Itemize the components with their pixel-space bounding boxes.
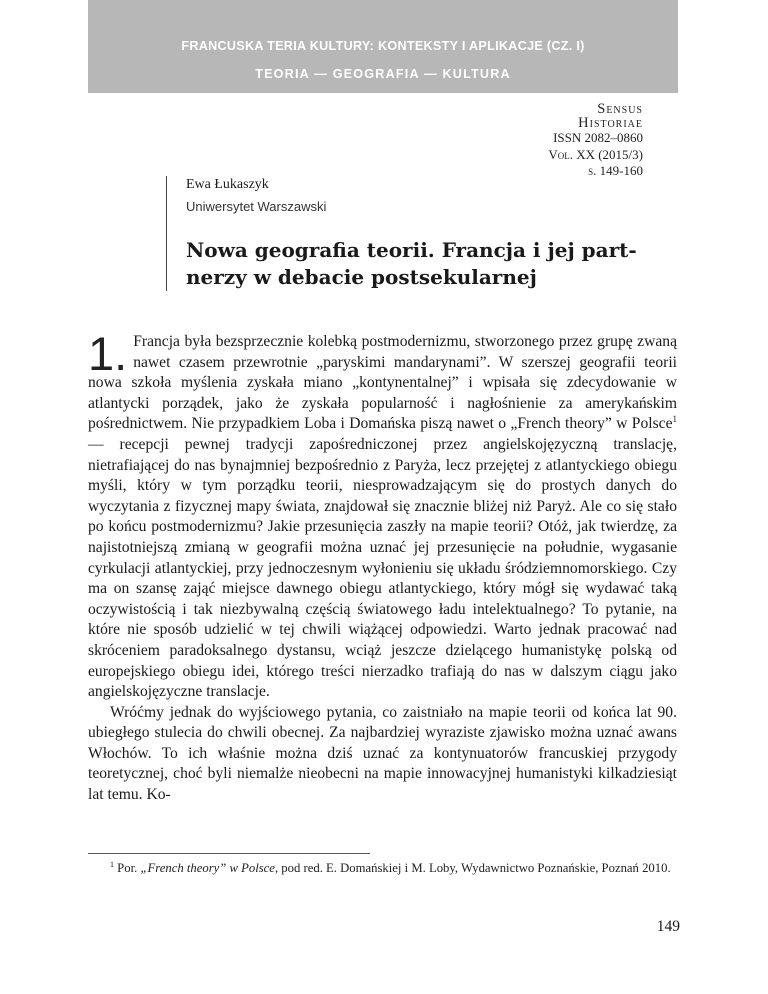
journal-info — [548, 102, 643, 180]
journal-name-line1: Sensus — [597, 101, 643, 117]
paragraph-1 — [88, 327, 677, 703]
author-name: Ewa Łukaszyk — [186, 177, 269, 192]
series-subtitle: TEORIA — GEOGRAFIA — KULTURA — [255, 67, 511, 81]
paragraph-1-part-1: Francja była bezsprzecznie kolebką postmodernizmu, stworzonego przez grupę zwaną nawet czasem przewrotnie „paryskimi mandarynami”. W szerszej geografii teorii nowa szkoła myślenia zyskała miano „kontynentalnej” i wpisała się zdecydowanie w atlantycki porządek, jako że zyskała popularność i nagłośnienie za amerykańskim pośrednictwem. Nie przypadkiem Loba i Domańska piszą nawet o „French theory” w Polsce — [88, 333, 677, 433]
paragraph-2: Wróćmy jednak do wyjściowego pytania, co zaistniało na mapie teorii od końca lat 90. ubiegłego stulecia do chwili obecnej. Za najbardziej wyraziste zjawisko można uznać awans Włochów. To ich właśnie można dziś uznać za kontynuatorów francuskiej przygody teoretycznej, choć byli niemalże nieobecni na mapie innowacyjnej humanistyki kilkadziesiąt lat temu. Ko- — [88, 703, 677, 804]
author-affiliation: Uniwersytet Warszawski — [186, 199, 327, 214]
journal-volume: Vol. XX (2015/3) — [548, 146, 643, 162]
series-title: FRANCUSKA TERIA KULTURY: KONTEKSTY I APLIKACJE (CZ. I) — [181, 39, 585, 53]
section-number: 1. — [88, 327, 128, 380]
paragraph-1-part-2: — recepcji pewnej tradycji zapośredniczonej przez angielskojęzyczną translację, nietrafiającej do nas bynajmniej bezpośrednio z Paryża, lecz przejętej z atlantyckiego obiegu myśli, który w tym porządku teorii, niesprowadzającym się do prostych danych do wyczytania z fizycznej mapy świata, znajdował się znacznie bliżej niż Paryż. Ale co się stało po końcu postmodernizmu? Jakie przesunięcia zaszły na mapie teorii? Otóż, jak twierdzę, za najistotniejszą zmianą w geografii można uznać jej przesunięcie na południe, wygasanie cyrkulacji atlantyckiej, przy jednoczesnym wyłonieniu się układu śródziemnomorskiego. Czy ma on szansę zająć miejsce dawnego obiegu atlantyckiego, który mógł się wydawać taką oczywistością i tak niezbywalną częścią światowego ładu intelektualnego? To pytanie, na które nie sposób udzielić w tej chwili wiążącej odpowiedzi. Warto jednak pracować nad skróceniem paradoksalnego dystansu, wciąż jeszcze dzielącego humanistykę polską od europejskiego obiegu idei, którego treści nierzadko trafiają do nas w dalszym ciągu jako angielskojęzyczne translacje. — [88, 435, 677, 701]
journal-issn: ISSN 2082–0860 — [553, 130, 643, 145]
page-number: 149 — [656, 918, 680, 935]
footnote — [88, 859, 677, 877]
journal-pages: s. 149-160 — [588, 163, 643, 178]
article-body — [88, 327, 677, 806]
footnote-pre: Por. — [114, 861, 141, 875]
journal-name-line2: Historiae — [578, 115, 643, 131]
footnote-reference[interactable]: 1 — [672, 414, 677, 425]
series-header-band — [88, 0, 678, 93]
footnote-cited-title: „French theory” w Polsce — [140, 861, 275, 875]
article-title: Nowa geografia teorii. Francja i jej partnerzy w debacie postsekularnej — [186, 238, 637, 289]
footnote-divider — [88, 853, 370, 854]
footnote-mark: 1 — [110, 859, 114, 869]
footnote-post: , pod red. E. Domańskiej i M. Loby, Wydawnictwo Poznańskie, Poznań 2010. — [274, 861, 671, 875]
author-vertical-rule — [166, 176, 167, 291]
